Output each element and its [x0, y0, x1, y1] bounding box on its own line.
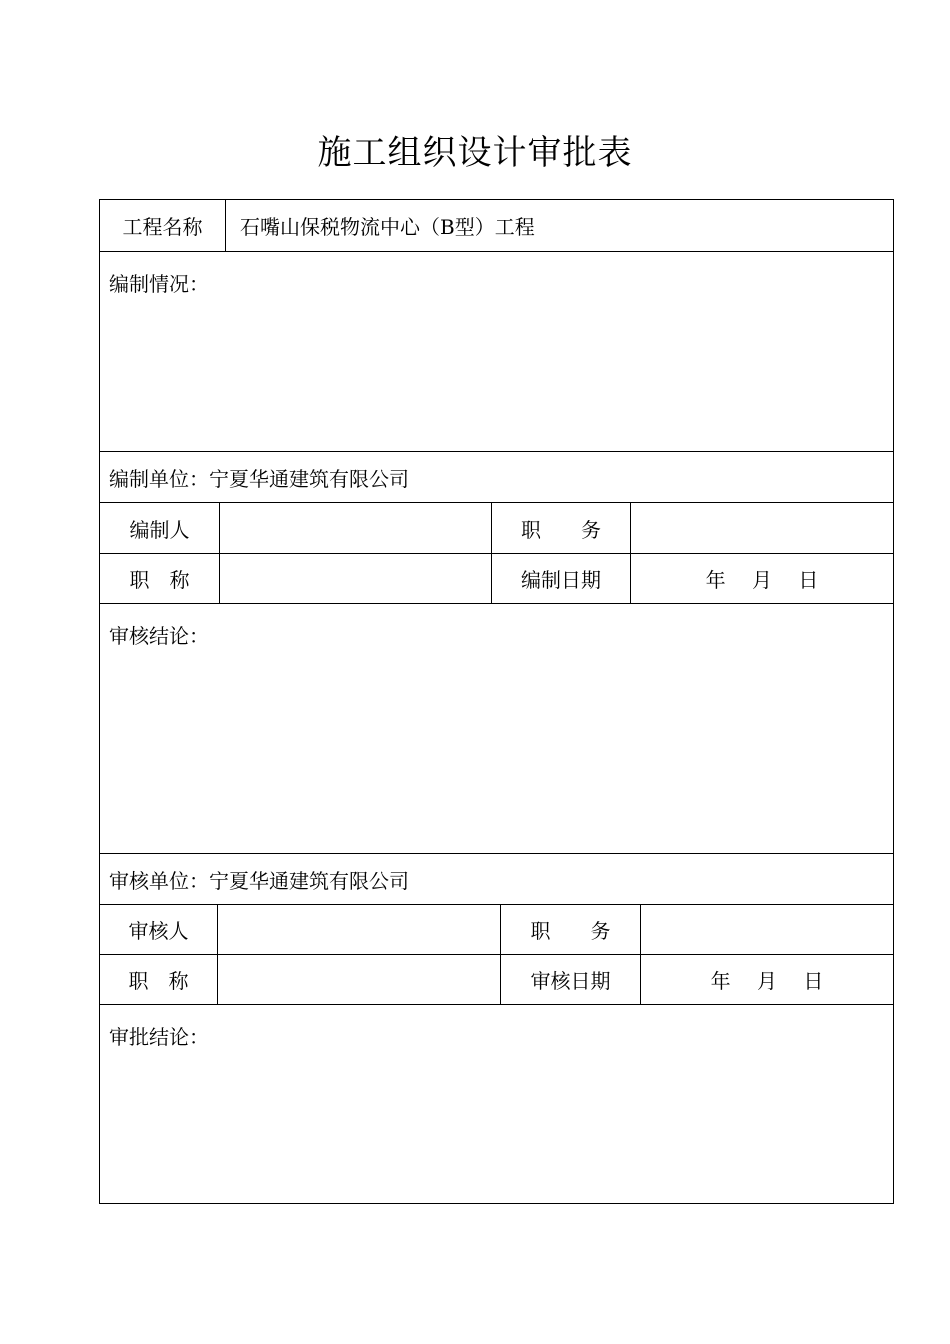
reviewer-label: 审核人 — [128, 919, 189, 943]
reviewer-position-value[interactable] — [640, 905, 893, 954]
review-unit-row — [100, 853, 893, 904]
compiler-position-value[interactable] — [630, 503, 893, 553]
compile-date-value[interactable]: 年 月 日 — [630, 554, 893, 603]
project-name-value[interactable]: 石嘴山保税物流中心（B型）工程 — [225, 200, 893, 251]
project-name-label: 工程名称 — [122, 215, 203, 239]
compiler-row — [100, 502, 893, 553]
project-name-row — [100, 200, 893, 251]
compiler-title-value[interactable] — [219, 554, 491, 603]
review-date-label: 审核日期 — [500, 955, 640, 1004]
review-date-value[interactable]: 年 月 日 — [640, 955, 893, 1004]
page-title: 施工组织设计审批表 — [317, 133, 633, 173]
compile-unit-line — [109, 452, 409, 502]
compiler-title-label: 职 称 — [129, 568, 190, 592]
compile-unit-label: 编制单位： — [109, 466, 209, 491]
reviewer-title-label: 职 称 — [128, 969, 189, 993]
review-conclusion-label: 审核结论： — [109, 624, 209, 648]
compile-unit-value[interactable]: 宁夏华通建筑有限公司 — [209, 466, 409, 491]
compiler-label: 编制人 — [129, 517, 190, 542]
review-unit-value[interactable]: 宁夏华通建筑有限公司 — [209, 868, 409, 893]
reviewer-position-label: 职 务 — [500, 905, 640, 954]
review-unit-label: 审核单位： — [109, 868, 209, 893]
reviewer-title-row — [100, 954, 893, 1004]
compiler-position-label: 职 务 — [491, 503, 630, 553]
compiler-value[interactable] — [219, 503, 491, 553]
compiler-title-row — [100, 553, 893, 603]
compile-unit-row — [100, 451, 893, 502]
reviewer-row — [100, 904, 893, 954]
review-unit-line — [109, 854, 409, 904]
approval-conclusion-row[interactable] — [100, 1004, 893, 1203]
compile-situation-row[interactable] — [100, 251, 893, 451]
compile-date-label: 编制日期 — [491, 554, 630, 603]
review-conclusion-row[interactable] — [100, 603, 893, 853]
approval-conclusion-label: 审批结论： — [109, 1025, 209, 1049]
reviewer-title-value[interactable] — [217, 955, 500, 1004]
approval-form-table — [99, 199, 894, 1204]
compile-situation-label: 编制情况： — [109, 272, 209, 296]
reviewer-value[interactable] — [217, 905, 500, 954]
